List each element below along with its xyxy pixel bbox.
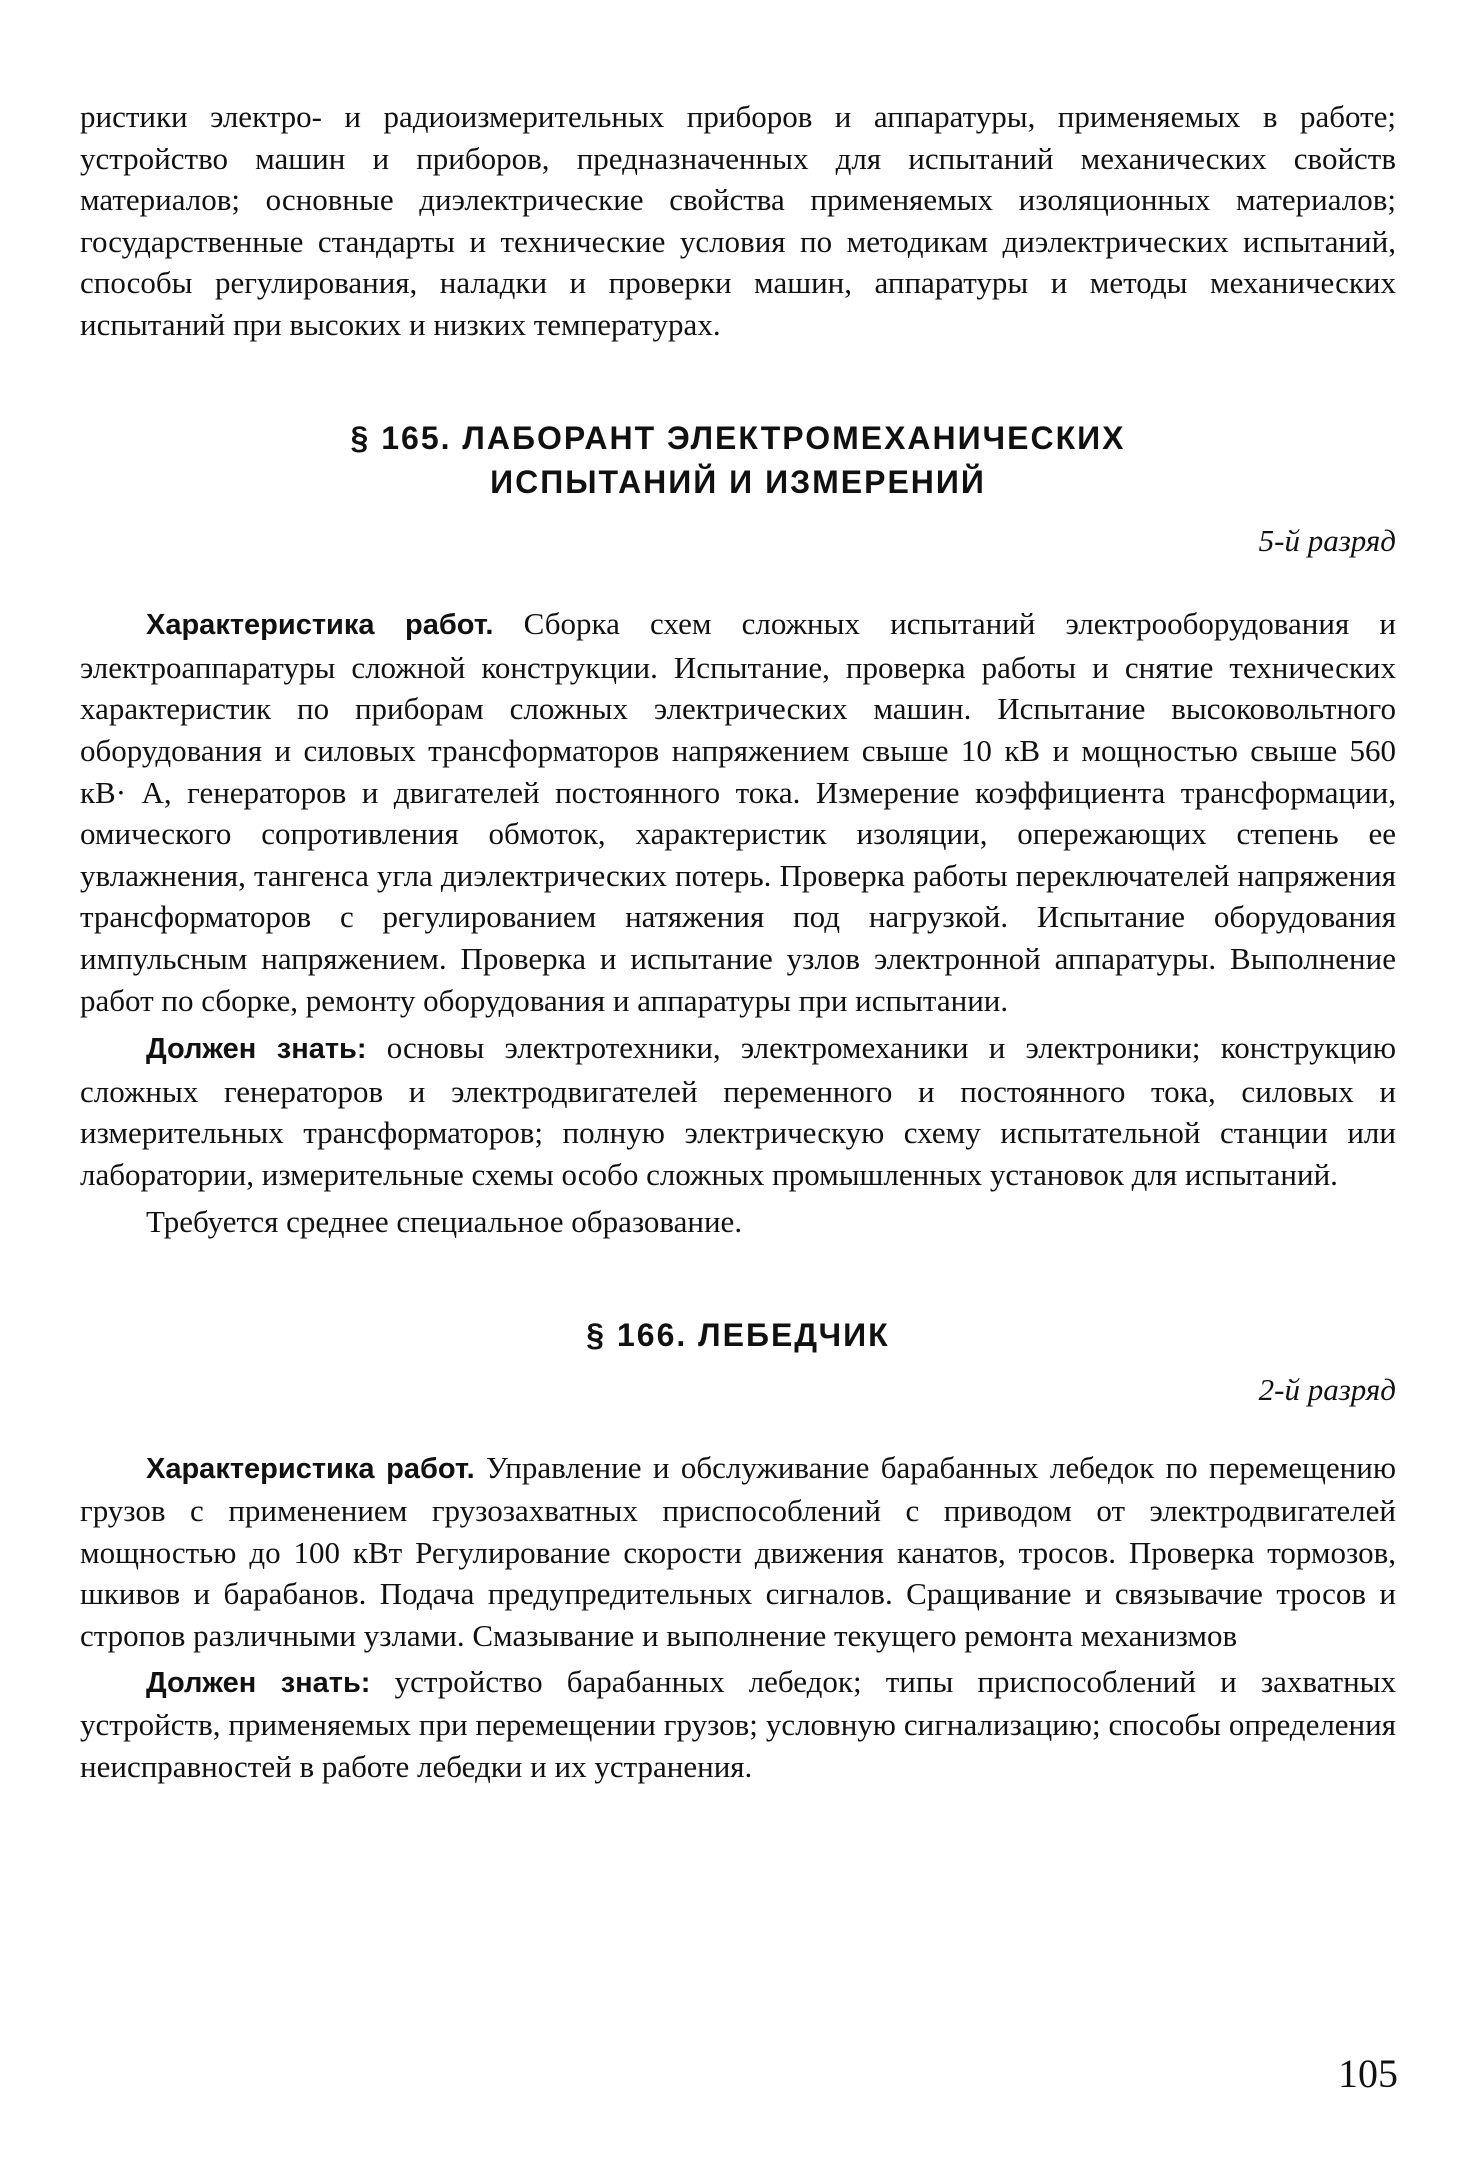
section-166-work-paragraph	[80, 1447, 1396, 1657]
section-165-title-line1: § 165. ЛАБОРАНТ ЭЛЕКТРОМЕХАНИЧЕСКИХ	[350, 419, 1126, 456]
intro-paragraph: ристики электро- и радиоизмерительных приборов и аппаратуры, применяемых в работе; устройство машин и приборов, предназначенных для испытаний механических свойств материалов; основные диэлектрические свойства применяемых изоляционных материалов; государственные стандарты и технические условия по методикам диэлектрических испытаний, способы регулирования, наладки и проверки машин, аппаратуры и методы механических испытаний при высоких и низких температурах.	[80, 99, 1396, 342]
section-165-heading	[80, 416, 1396, 504]
section-165-know-label: Должен знать:	[146, 1033, 367, 1066]
section-166-grade: 2-й разряд	[1258, 1372, 1396, 1408]
section-166-know-paragraph	[80, 1661, 1396, 1788]
section-165-work-label: Характеристика работ.	[146, 609, 494, 642]
page-content	[80, 96, 1396, 1787]
page-number: 105	[1338, 2051, 1398, 2096]
section-166-know-text: устройство барабанных лебедок; типы приспособлений и захватных устройств, применяемых при перемещении грузов; условную сигнализацию; способы определения неисправностей в работе лебедки и их устранения.	[80, 1663, 1397, 1784]
section-165-education: Требуется среднее специальное образование.	[146, 1204, 743, 1240]
section-165-work-paragraph	[80, 603, 1396, 1021]
section-166-work-text: Управление и обслуживание барабанных лебедок по перемещению грузов с применением грузозахватных приспособлений с приводом от электродвигателей мощностью до 100 кВт Регулирование скорости движения канатов, тросов. Проверка тормозов, шкивов и барабанов. Подача предупредительных сигналов. Сращивание и связывачие тросов и стропов различными узлами. Смазывание и выполнение текущего ремонта механизмов	[80, 1449, 1396, 1654]
section-166-work-label: Характеристика работ.	[146, 1452, 475, 1485]
section-165-grade: 5-й разряд	[1258, 522, 1396, 558]
section-165-title-line2: ИСПЫТАНИЙ И ИЗМЕРЕНИЙ	[490, 463, 986, 500]
section-166-know-label: Должен знать:	[146, 1666, 371, 1699]
section-166-title: § 166. ЛЕБЕДЧИК	[586, 1317, 890, 1354]
section-165-know-paragraph	[80, 1027, 1396, 1195]
section-165-know-text: основы электротехники, электромеханики и электроники; конструкцию сложных генераторов и электродвигателей переменного и постоянного тока, силовых и измерительных трансформаторов; полную электрическую схему испытательной станции или лаборатории, измерительные схемы особо сложных промышленных установок для испытаний.	[80, 1030, 1396, 1192]
section-165-work-text: Сборка схем сложных испытаний электрооборудования и электроаппаратуры сложной конструкции. Испытание, проверка работы и снятие технических характеристик по приборам сложных электрических машин. Испытание высоковольтного оборудования и силовых трансформаторов напряжением свыше 10 кВ и мощностью свыше 560 кВ· А, генераторов и двигателей постоянного тока. Измерение коэффициента трансформации, омического сопротивления обмоток, характеристик изоляции, опережающих степень ее увлажнения, тангенса угла диэлектрических потерь. Проверка работы переключателей напряжения трансформаторов с регулированием натяжения под нагрузкой. Испытание оборудования импульсным напряжением. Проверка и испытание узлов электронной аппаратуры. Выполнение работ по сборке, ремонту оборудования и аппаратуры при испытании.	[80, 606, 1396, 1018]
